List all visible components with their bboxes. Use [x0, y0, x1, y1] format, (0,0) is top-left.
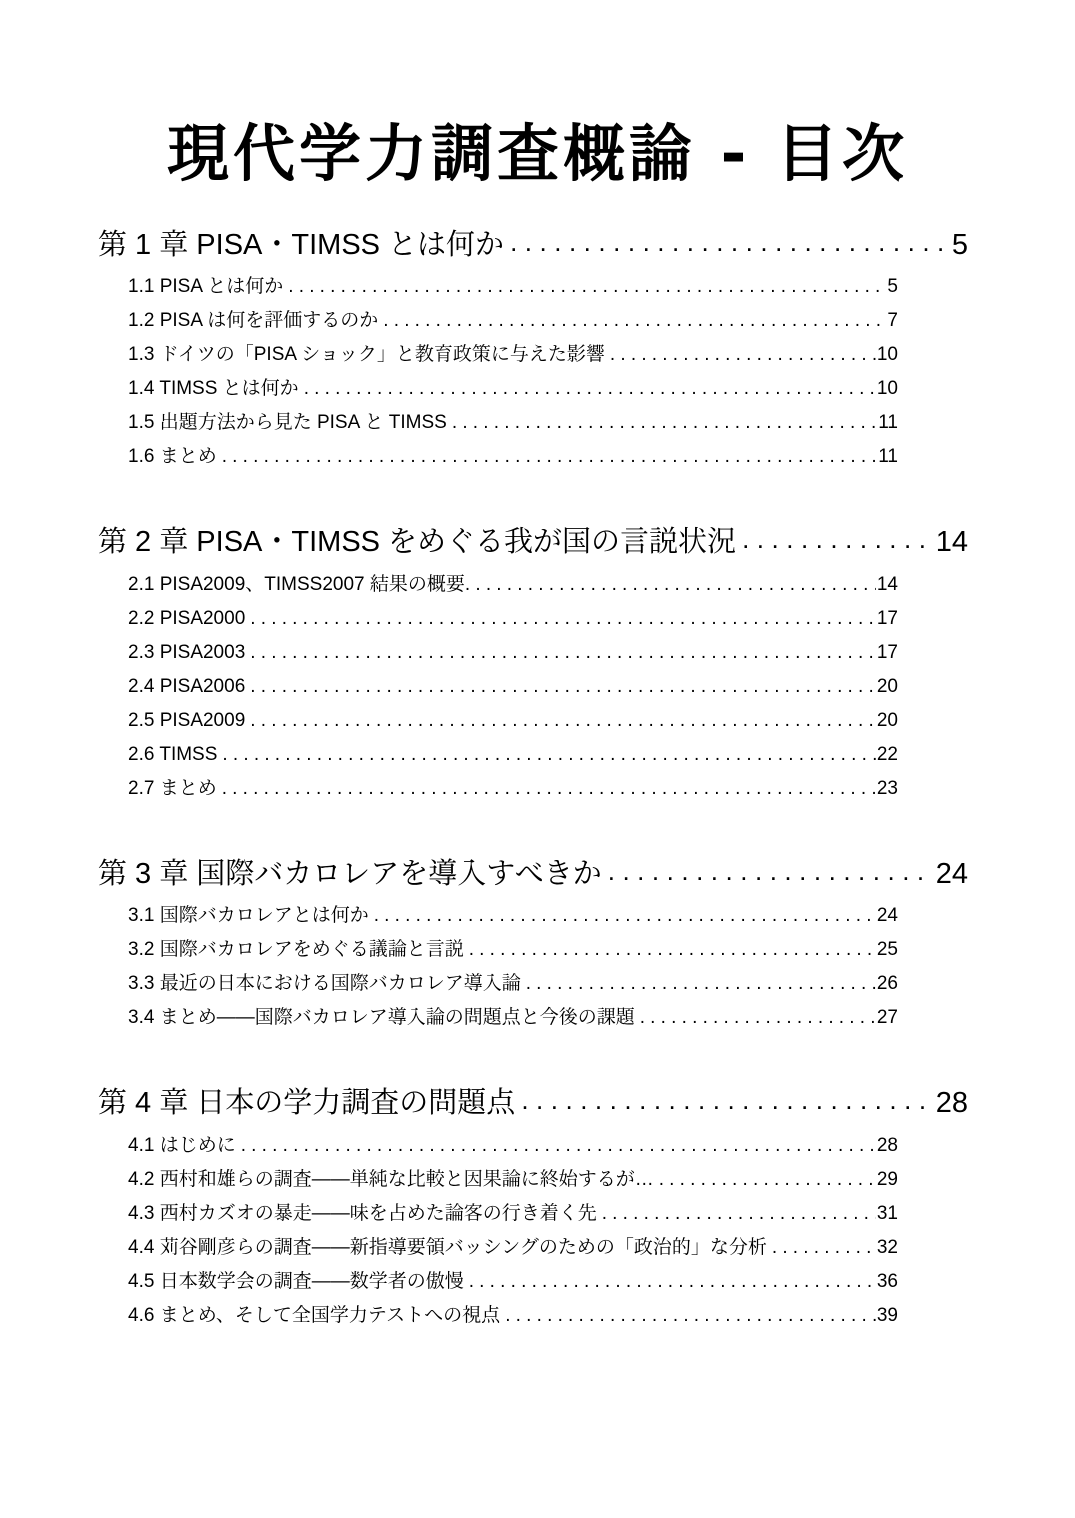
- dot-leader: [250, 677, 876, 696]
- dot-leader: [640, 1008, 876, 1027]
- dot-leader: [772, 1238, 876, 1257]
- section-title: 2.1 PISA2009、TIMSS2007 結果の概要: [128, 573, 465, 595]
- section-page-number: 11: [878, 446, 898, 468]
- section-entry[interactable]: [128, 745, 898, 779]
- section-page-number: 26: [876, 973, 898, 995]
- section-entry[interactable]: [128, 1170, 898, 1204]
- section-title: 2.7 まとめ: [128, 777, 217, 799]
- chapter-entry[interactable]: [98, 525, 968, 560]
- section-title: 1.2 PISA は何を評価するのか: [128, 310, 379, 332]
- section-title: 4.4 苅谷剛彦らの調査——新指導要領バッシングのための「政治的」な分析: [128, 1236, 767, 1258]
- section-list: [128, 1136, 978, 1340]
- page-title: 現代学力調査概論 - 目次: [167, 116, 908, 190]
- section-title: 1.4 TIMSS とは何か: [128, 378, 299, 400]
- chapter-group: [98, 857, 978, 1042]
- table-of-contents: [98, 228, 978, 1340]
- dot-leader: [510, 230, 950, 262]
- section-entry[interactable]: [128, 609, 898, 643]
- section-page-number: 10: [876, 378, 898, 400]
- section-title: 4.3 西村カズオの暴走——味を占めた論客の行き着く先: [128, 1202, 597, 1224]
- dot-leader: [469, 940, 876, 959]
- chapter-group: [98, 228, 978, 481]
- section-list: [128, 277, 978, 481]
- section-title: 3.1 国際バカロレアとは何か: [128, 905, 369, 927]
- section-title: 2.2 PISA2000: [128, 607, 246, 629]
- section-entry[interactable]: [128, 575, 898, 609]
- section-title: 4.2 西村和雄らの調査——単純な比較と因果論に終始するが…: [128, 1168, 654, 1190]
- section-title: 2.6 TIMSS: [128, 743, 218, 765]
- section-list: [128, 575, 978, 813]
- section-page-number: 23: [876, 777, 898, 799]
- section-entry[interactable]: [128, 1306, 898, 1340]
- section-page-number: 28: [876, 1134, 898, 1156]
- section-entry[interactable]: [128, 643, 898, 677]
- dot-leader: [608, 859, 934, 891]
- chapter-title: 第 1 章 PISA・TIMSS とは何か: [98, 229, 505, 261]
- section-title: 1.6 まとめ: [128, 446, 217, 468]
- section-page-number: 36: [876, 1270, 898, 1292]
- section-entry[interactable]: [128, 906, 898, 940]
- section-title: 4.5 日本数学会の調査——数学者の傲慢: [128, 1270, 464, 1292]
- section-page-number: 22: [876, 743, 898, 765]
- section-page-number: 20: [876, 675, 898, 697]
- section-page-number: 17: [876, 641, 898, 663]
- chapter-page-number: 28: [935, 1087, 968, 1120]
- dot-leader: [521, 1088, 933, 1120]
- section-title: 3.3 最近の日本における国際バカロレア導入論: [128, 973, 521, 995]
- section-page-number: 32: [876, 1236, 898, 1258]
- chapter-title: 第 2 章 PISA・TIMSS をめぐる我が国の言説状況: [98, 526, 737, 559]
- section-title: 2.3 PISA2003: [128, 641, 246, 663]
- section-page-number: 29: [876, 1168, 898, 1190]
- section-entry[interactable]: [128, 345, 898, 379]
- dot-leader: [452, 413, 877, 432]
- section-entry[interactable]: [128, 277, 898, 311]
- section-title: 2.4 PISA2006: [128, 675, 246, 697]
- section-page-number: 5: [887, 276, 898, 298]
- section-entry[interactable]: [128, 413, 898, 447]
- chapter-page-number: 24: [935, 857, 968, 890]
- section-title: 3.4 まとめ——国際バカロレア導入論の問題点と今後の課題: [128, 1007, 635, 1029]
- section-page-number: 7: [887, 310, 898, 332]
- section-entry[interactable]: [128, 311, 898, 345]
- dot-leader: [383, 311, 886, 330]
- section-page-number: 31: [876, 1202, 898, 1224]
- section-entry[interactable]: [128, 1238, 898, 1272]
- dot-leader: [250, 711, 876, 730]
- dot-leader: [505, 1306, 876, 1325]
- chapter-title: 第 4 章 日本の学力調査の問題点: [98, 1087, 516, 1120]
- section-title: 4.6 まとめ、そして全国学力テストへの視点: [128, 1304, 501, 1326]
- section-title: 4.1 はじめに: [128, 1134, 236, 1156]
- section-entry[interactable]: [128, 711, 898, 745]
- section-entry[interactable]: [128, 974, 898, 1008]
- dot-leader: [602, 1204, 876, 1223]
- dot-leader: [222, 779, 876, 798]
- section-entry[interactable]: [128, 379, 898, 413]
- dot-leader: [222, 447, 878, 466]
- dot-leader: [469, 1272, 876, 1291]
- section-page-number: 27: [876, 1007, 898, 1029]
- dot-leader: [610, 345, 876, 364]
- section-title: 3.2 国際バカロレアをめぐる議論と言説: [128, 939, 464, 961]
- section-entry[interactable]: [128, 779, 898, 813]
- dot-leader: [465, 575, 876, 594]
- chapter-entry[interactable]: [98, 857, 968, 892]
- section-page-number: 17: [876, 607, 898, 629]
- chapter-group: [98, 525, 978, 812]
- section-page-number: 14: [876, 573, 898, 595]
- section-entry[interactable]: [128, 1008, 898, 1042]
- chapter-page-number: 5: [951, 229, 968, 261]
- dot-leader: [250, 609, 876, 628]
- dot-leader: [241, 1136, 876, 1155]
- chapter-page-number: 14: [935, 526, 968, 559]
- section-entry[interactable]: [128, 677, 898, 711]
- section-page-number: 10: [876, 344, 898, 366]
- section-title: 1.5 出題方法から見た PISA と TIMSS: [128, 412, 447, 434]
- chapter-entry[interactable]: [98, 1086, 968, 1121]
- dot-leader: [222, 745, 875, 764]
- dot-leader: [288, 277, 886, 296]
- chapter-entry[interactable]: [98, 228, 968, 263]
- section-page-number: 11: [878, 412, 898, 434]
- dot-leader: [526, 974, 876, 993]
- chapter-title: 第 3 章 国際バカロレアを導入すべきか: [98, 857, 602, 890]
- section-entry[interactable]: [128, 940, 898, 974]
- section-page-number: 25: [876, 939, 898, 961]
- section-page-number: 20: [876, 709, 898, 731]
- section-entry[interactable]: [128, 1136, 898, 1170]
- section-list: [128, 906, 978, 1042]
- dot-leader: [250, 643, 876, 662]
- section-entry[interactable]: [128, 1272, 898, 1306]
- dot-leader: [304, 379, 876, 398]
- section-page-number: 39: [876, 1304, 898, 1326]
- dot-leader: [659, 1170, 876, 1189]
- dot-leader: [374, 906, 876, 925]
- chapter-group: [98, 1086, 978, 1339]
- section-title: 1.1 PISA とは何か: [128, 276, 284, 298]
- section-title: 2.5 PISA2009: [128, 709, 246, 731]
- section-entry[interactable]: [128, 447, 898, 481]
- dot-leader: [742, 527, 934, 559]
- section-page-number: 24: [876, 905, 898, 927]
- section-entry[interactable]: [128, 1204, 898, 1238]
- section-title: 1.3 ドイツの「PISA ショック」と教育政策に与えた影響: [128, 344, 605, 366]
